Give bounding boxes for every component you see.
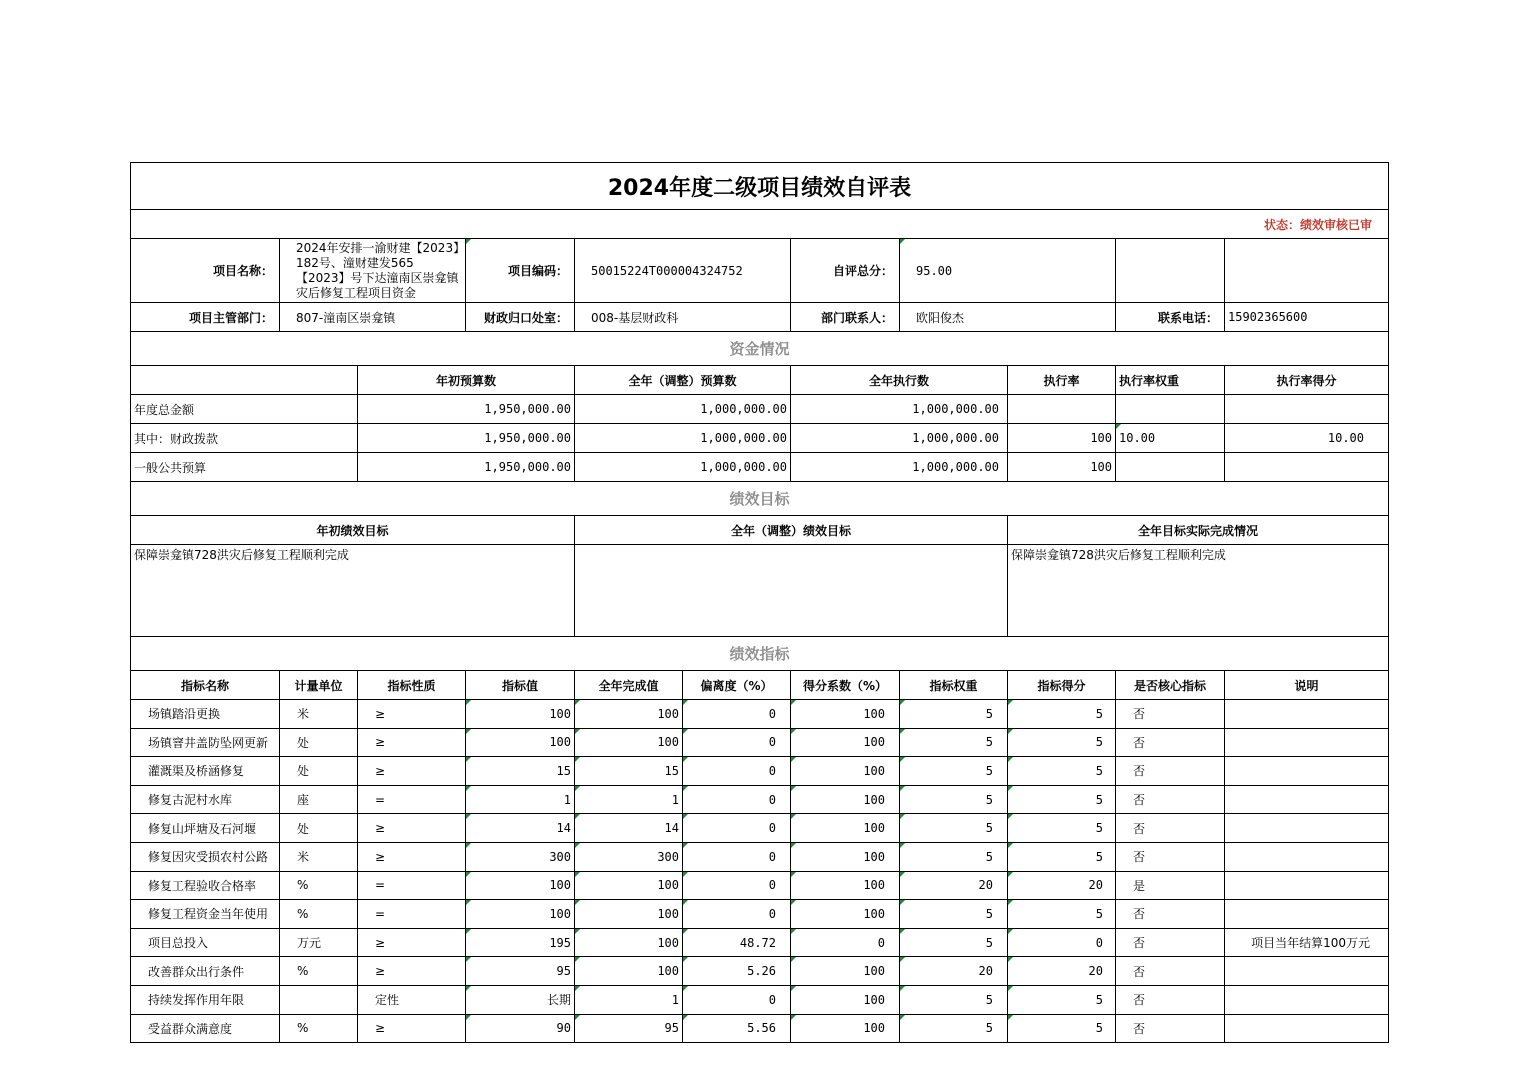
empty-cell — [1225, 239, 1389, 303]
indicator-unit: 处 — [280, 814, 358, 843]
indicator-weight: 5 — [900, 728, 1008, 757]
indicator-header: 偏离度（%） — [683, 671, 791, 700]
indicator-name: 场镇窨井盖防坠网更新 — [131, 728, 280, 757]
funds-header: 执行率权重 — [1116, 366, 1225, 395]
finance-label: 财政归口处室： — [466, 303, 575, 332]
indicator-target: 100 — [466, 871, 575, 900]
indicator-coefficient: 100 — [791, 785, 900, 814]
indicator-core: 否 — [1116, 1014, 1225, 1043]
funds-initial: 1,950,000.00 — [358, 424, 575, 453]
funds-weight: 10.00 — [1116, 424, 1225, 453]
indicator-nature: ≥ — [358, 842, 466, 871]
indicator-core: 否 — [1116, 842, 1225, 871]
indicator-note — [1225, 1014, 1389, 1043]
indicator-unit: 万元 — [280, 928, 358, 957]
funds-row-name: 年度总金额 — [131, 395, 358, 424]
indicator-nature: ≥ — [358, 728, 466, 757]
funds-executed: 1,000,000.00 — [791, 395, 1008, 424]
indicator-score: 20 — [1008, 957, 1116, 986]
indicator-core: 否 — [1116, 728, 1225, 757]
indicator-unit: % — [280, 900, 358, 929]
indicator-header: 计量单位 — [280, 671, 358, 700]
indicator-coefficient: 100 — [791, 900, 900, 929]
indicator-unit — [280, 985, 358, 1014]
indicator-core: 否 — [1116, 985, 1225, 1014]
indicator-nature: 定性 — [358, 985, 466, 1014]
funds-weight — [1116, 453, 1225, 482]
indicator-score: 5 — [1008, 700, 1116, 729]
table-row — [131, 900, 1389, 929]
funds-executed: 1,000,000.00 — [791, 424, 1008, 453]
indicator-header: 是否核心指标 — [1116, 671, 1225, 700]
indicator-target: 14 — [466, 814, 575, 843]
indicator-name: 修复山坪塘及石河堰 — [131, 814, 280, 843]
indicator-deviation: 0 — [683, 900, 791, 929]
indicator-target: 1 — [466, 785, 575, 814]
funds-row — [131, 453, 1389, 482]
indicator-note — [1225, 728, 1389, 757]
indicator-deviation: 0 — [683, 814, 791, 843]
indicator-target: 100 — [466, 900, 575, 929]
table-row — [131, 928, 1389, 957]
funds-weight — [1116, 395, 1225, 424]
project-name-value: 2024年安排一渝财建【2023】182号、潼财建发565【2023】号下达潼南区崇龛镇灾后修复工程项目资金 — [280, 239, 466, 303]
indicator-target: 长期 — [466, 985, 575, 1014]
indicator-actual: 1 — [575, 985, 683, 1014]
indicator-actual: 100 — [575, 957, 683, 986]
indicator-deviation: 0 — [683, 985, 791, 1014]
indicator-note — [1225, 757, 1389, 786]
indicators-section-title: 绩效指标 — [131, 637, 1389, 671]
self-evaluation-table — [130, 162, 1389, 1043]
indicator-weight: 5 — [900, 814, 1008, 843]
score-label: 自评总分： — [791, 239, 900, 303]
funds-header: 年初预算数 — [358, 366, 575, 395]
indicator-deviation: 0 — [683, 757, 791, 786]
funds-score — [1225, 395, 1389, 424]
indicator-nature: ≥ — [358, 957, 466, 986]
indicator-deviation: 0 — [683, 700, 791, 729]
indicator-coefficient: 100 — [791, 957, 900, 986]
contact-label: 部门联系人： — [791, 303, 900, 332]
project-code-label: 项目编码： — [466, 239, 575, 303]
indicator-weight: 5 — [900, 842, 1008, 871]
indicator-name: 受益群众满意度 — [131, 1014, 280, 1043]
indicator-weight: 20 — [900, 871, 1008, 900]
indicator-weight: 20 — [900, 957, 1008, 986]
indicator-header: 全年完成值 — [575, 671, 683, 700]
table-row — [131, 1014, 1389, 1043]
indicator-unit: 处 — [280, 757, 358, 786]
indicator-nature: ≥ — [358, 814, 466, 843]
indicator-coefficient: 100 — [791, 1014, 900, 1043]
indicator-header: 得分系数（%） — [791, 671, 900, 700]
indicator-weight: 5 — [900, 757, 1008, 786]
indicator-name: 改善群众出行条件 — [131, 957, 280, 986]
indicator-target: 95 — [466, 957, 575, 986]
indicator-unit: 座 — [280, 785, 358, 814]
funds-header: 执行率 — [1008, 366, 1116, 395]
page-title: 2024年度二级项目绩效自评表 — [131, 163, 1389, 210]
indicator-score: 5 — [1008, 900, 1116, 929]
indicator-note — [1225, 871, 1389, 900]
indicator-deviation: 0 — [683, 842, 791, 871]
table-row — [131, 757, 1389, 786]
indicator-note — [1225, 842, 1389, 871]
table-row — [131, 728, 1389, 757]
dept-label: 项目主管部门： — [131, 303, 280, 332]
indicator-coefficient: 100 — [791, 985, 900, 1014]
indicator-score: 20 — [1008, 871, 1116, 900]
indicator-coefficient: 0 — [791, 928, 900, 957]
project-name-label: 项目名称： — [131, 239, 280, 303]
indicator-weight: 5 — [900, 928, 1008, 957]
indicator-name: 灌溉渠及桥涵修复 — [131, 757, 280, 786]
funds-header: 全年执行数 — [791, 366, 1008, 395]
score-value: 95.00 — [900, 239, 1116, 303]
indicator-deviation: 5.56 — [683, 1014, 791, 1043]
table-row — [131, 814, 1389, 843]
indicator-nature: = — [358, 785, 466, 814]
indicator-name: 场镇踏沿更换 — [131, 700, 280, 729]
indicator-target: 90 — [466, 1014, 575, 1043]
indicator-unit: 处 — [280, 728, 358, 757]
indicator-unit: 米 — [280, 842, 358, 871]
dept-value: 807-潼南区崇龛镇 — [280, 303, 466, 332]
indicator-unit: % — [280, 957, 358, 986]
funds-score — [1225, 453, 1389, 482]
indicator-weight: 5 — [900, 785, 1008, 814]
indicator-actual: 100 — [575, 700, 683, 729]
indicator-unit: 米 — [280, 700, 358, 729]
indicator-weight: 5 — [900, 900, 1008, 929]
indicator-header: 说明 — [1225, 671, 1389, 700]
table-row — [131, 871, 1389, 900]
indicator-note — [1225, 785, 1389, 814]
indicator-deviation: 48.72 — [683, 928, 791, 957]
project-code-value: 50015224T000004324752 — [575, 239, 791, 303]
indicator-core: 否 — [1116, 814, 1225, 843]
indicator-nature: = — [358, 871, 466, 900]
funds-row-name: 一般公共预算 — [131, 453, 358, 482]
indicator-nature: ≥ — [358, 1014, 466, 1043]
indicator-header: 指标值 — [466, 671, 575, 700]
funds-initial: 1,950,000.00 — [358, 395, 575, 424]
indicator-header: 指标权重 — [900, 671, 1008, 700]
indicator-target: 300 — [466, 842, 575, 871]
indicator-unit: % — [280, 1014, 358, 1043]
indicator-core: 是 — [1116, 871, 1225, 900]
indicator-weight: 5 — [900, 700, 1008, 729]
indicator-note — [1225, 900, 1389, 929]
indicator-deviation: 0 — [683, 785, 791, 814]
indicator-target: 100 — [466, 728, 575, 757]
indicator-coefficient: 100 — [791, 700, 900, 729]
indicator-score: 5 — [1008, 842, 1116, 871]
goal-initial: 保障崇龛镇728洪灾后修复工程顺利完成 — [131, 545, 575, 637]
goals-header: 年初绩效目标 — [131, 516, 575, 545]
indicator-coefficient: 100 — [791, 728, 900, 757]
indicator-deviation: 0 — [683, 728, 791, 757]
indicator-core: 否 — [1116, 785, 1225, 814]
funds-executed: 1,000,000.00 — [791, 453, 1008, 482]
indicator-score: 5 — [1008, 1014, 1116, 1043]
funds-header: 全年（调整）预算数 — [575, 366, 791, 395]
funds-rate — [1008, 395, 1116, 424]
indicator-score: 5 — [1008, 785, 1116, 814]
funds-score: 10.00 — [1225, 424, 1389, 453]
indicator-nature: ≥ — [358, 700, 466, 729]
indicator-note — [1225, 985, 1389, 1014]
phone-label: 联系电话： — [1116, 303, 1225, 332]
indicator-name: 修复工程验收合格率 — [131, 871, 280, 900]
indicator-core: 否 — [1116, 957, 1225, 986]
indicator-actual: 15 — [575, 757, 683, 786]
table-row — [131, 957, 1389, 986]
indicator-actual: 100 — [575, 871, 683, 900]
indicator-actual: 95 — [575, 1014, 683, 1043]
indicator-coefficient: 100 — [791, 757, 900, 786]
indicator-actual: 14 — [575, 814, 683, 843]
indicator-weight: 5 — [900, 1014, 1008, 1043]
indicator-score: 5 — [1008, 985, 1116, 1014]
indicator-name: 修复因灾受损农村公路 — [131, 842, 280, 871]
funds-row — [131, 395, 1389, 424]
funds-rate: 100 — [1008, 424, 1116, 453]
indicator-core: 否 — [1116, 700, 1225, 729]
finance-value: 008-基层财政科 — [575, 303, 791, 332]
table-row — [131, 700, 1389, 729]
funds-adjusted: 1,000,000.00 — [575, 424, 791, 453]
indicator-target: 195 — [466, 928, 575, 957]
table-row — [131, 785, 1389, 814]
indicator-header: 指标名称 — [131, 671, 280, 700]
indicator-weight: 5 — [900, 985, 1008, 1014]
goals-header: 全年目标实际完成情况 — [1008, 516, 1389, 545]
indicator-actual: 100 — [575, 928, 683, 957]
indicator-deviation: 5.26 — [683, 957, 791, 986]
indicator-core: 否 — [1116, 900, 1225, 929]
goal-adjusted — [575, 545, 1008, 637]
indicator-actual: 100 — [575, 728, 683, 757]
indicator-note — [1225, 700, 1389, 729]
funds-rate: 100 — [1008, 453, 1116, 482]
indicator-name: 修复古泥村水库 — [131, 785, 280, 814]
empty-cell — [131, 366, 358, 395]
indicator-actual: 100 — [575, 900, 683, 929]
indicator-name: 项目总投入 — [131, 928, 280, 957]
indicator-note — [1225, 814, 1389, 843]
indicator-note — [1225, 957, 1389, 986]
funds-adjusted: 1,000,000.00 — [575, 453, 791, 482]
phone-value: 15902365600 — [1225, 303, 1389, 332]
indicator-score: 5 — [1008, 728, 1116, 757]
indicator-note: 项目当年结算100万元 — [1225, 928, 1389, 957]
indicator-target: 100 — [466, 700, 575, 729]
goals-section-title: 绩效目标 — [131, 482, 1389, 516]
indicator-name: 修复工程资金当年使用 — [131, 900, 280, 929]
indicator-actual: 1 — [575, 785, 683, 814]
funds-row — [131, 424, 1389, 453]
indicator-core: 否 — [1116, 757, 1225, 786]
funds-initial: 1,950,000.00 — [358, 453, 575, 482]
table-row — [131, 842, 1389, 871]
funds-header: 执行率得分 — [1225, 366, 1389, 395]
indicator-nature: ≥ — [358, 928, 466, 957]
indicator-target: 15 — [466, 757, 575, 786]
goal-actual: 保障崇龛镇728洪灾后修复工程顺利完成 — [1008, 545, 1389, 637]
indicator-unit: % — [280, 871, 358, 900]
indicator-coefficient: 100 — [791, 842, 900, 871]
funds-section-title: 资金情况 — [131, 332, 1389, 366]
indicator-header: 指标得分 — [1008, 671, 1116, 700]
indicator-name: 持续发挥作用年限 — [131, 985, 280, 1014]
indicator-score: 5 — [1008, 814, 1116, 843]
indicator-actual: 300 — [575, 842, 683, 871]
indicator-coefficient: 100 — [791, 814, 900, 843]
empty-cell — [1116, 239, 1225, 303]
goals-header: 全年（调整）绩效目标 — [575, 516, 1008, 545]
indicator-deviation: 0 — [683, 871, 791, 900]
indicator-core: 否 — [1116, 928, 1225, 957]
table-row — [131, 985, 1389, 1014]
indicator-score: 5 — [1008, 757, 1116, 786]
indicator-nature: ≥ — [358, 757, 466, 786]
indicator-score: 0 — [1008, 928, 1116, 957]
status-badge: 状态：绩效审核已审 — [131, 210, 1389, 239]
indicator-header: 指标性质 — [358, 671, 466, 700]
contact-value: 欧阳俊杰 — [900, 303, 1116, 332]
funds-adjusted: 1,000,000.00 — [575, 395, 791, 424]
funds-row-name: 其中：财政拨款 — [131, 424, 358, 453]
indicator-nature: = — [358, 900, 466, 929]
indicator-coefficient: 100 — [791, 871, 900, 900]
